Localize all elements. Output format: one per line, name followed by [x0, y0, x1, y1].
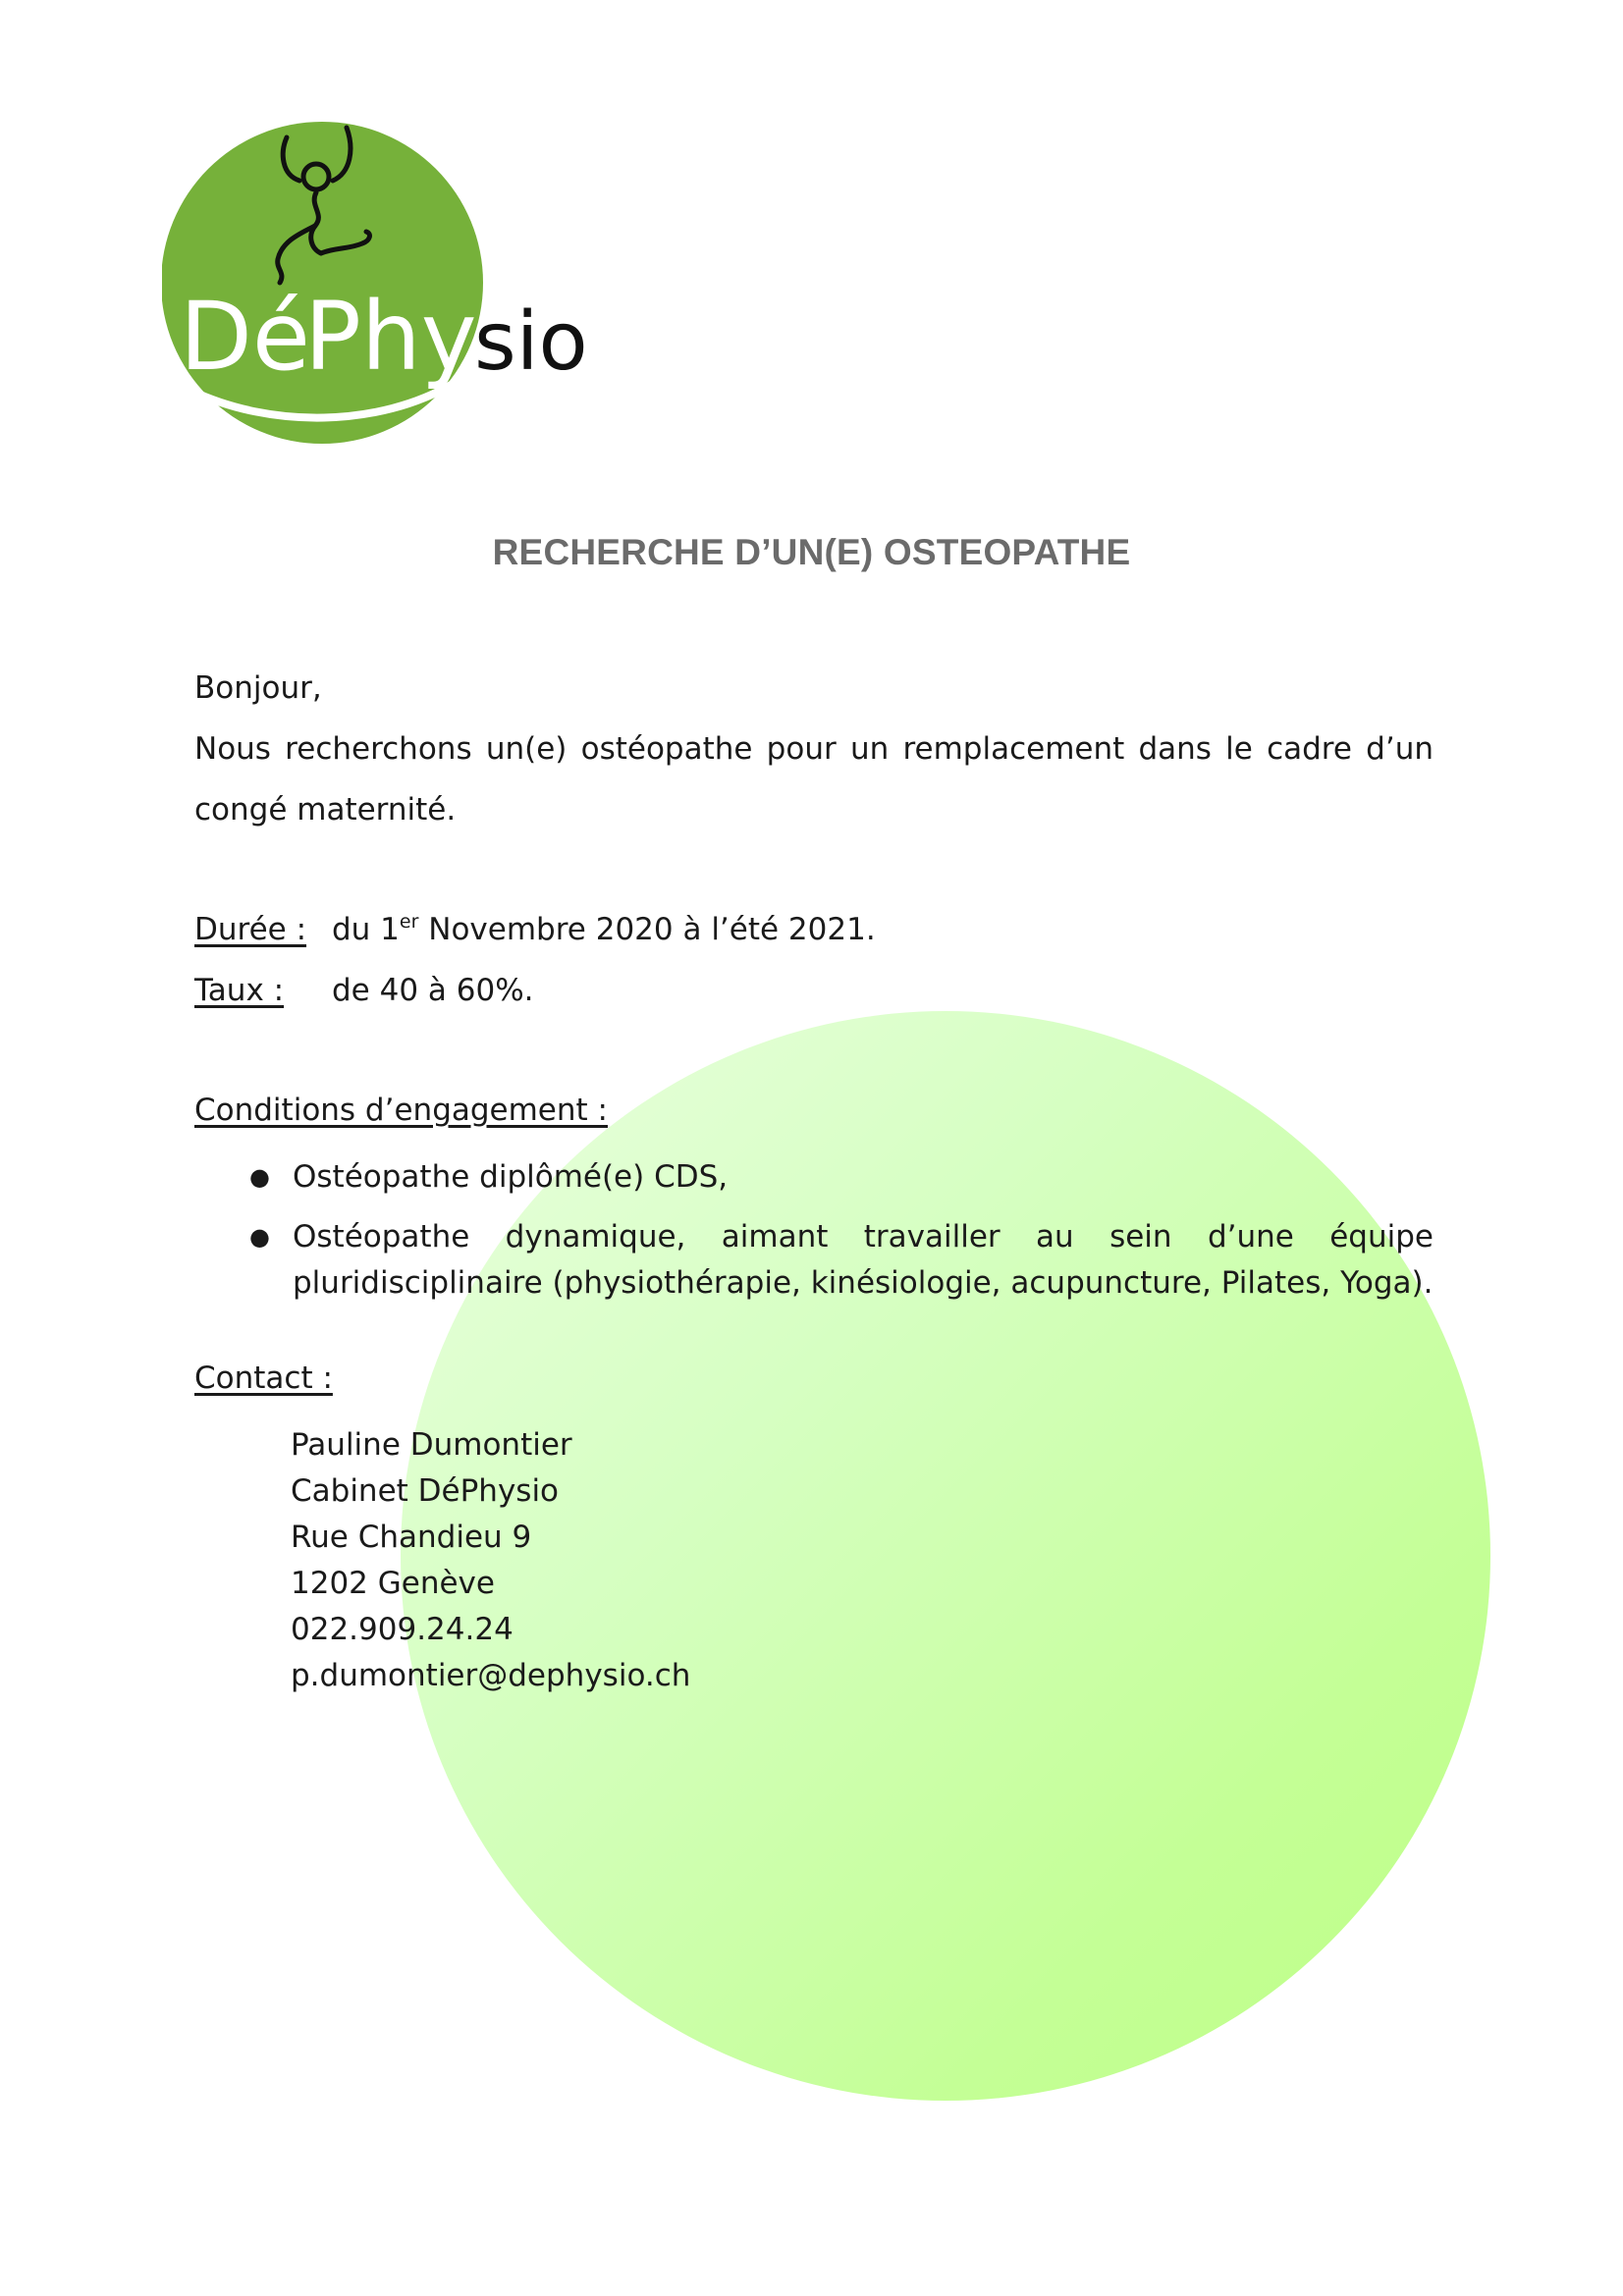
- contact-phone: 022.909.24.24: [291, 1612, 514, 1647]
- taux-row: [194, 960, 1434, 1021]
- contact-street: Rue Chandieu 9: [291, 1520, 532, 1555]
- conditions-heading: Conditions d’engagement :: [194, 1093, 608, 1128]
- bullet-icon: ●: [249, 1223, 270, 1251]
- duree-row: [194, 899, 1434, 960]
- contact-company: Cabinet DéPhysio: [291, 1473, 560, 1509]
- intro-paragraph: Nous recherchons un(e) ostéopathe pour un remplacement dans le cadre d’un congé maternité.: [194, 731, 1434, 828]
- list-item: ● Ostéopathe diplômé(e) CDS,: [194, 1154, 1434, 1201]
- bullet-icon: ●: [249, 1163, 270, 1191]
- greeting: Bonjour,: [194, 670, 322, 706]
- logo-text-sio: sio: [474, 295, 588, 389]
- logo-text-phy: Phy: [304, 282, 477, 392]
- conditions-list: [194, 1154, 1434, 1307]
- contact-name: Pauline Dumontier: [291, 1427, 572, 1463]
- contact-city: 1202 Genève: [291, 1566, 495, 1601]
- letter-body: [194, 658, 1434, 1699]
- contact-email: p.dumontier@dephysio.ch: [291, 1658, 691, 1693]
- contact-details: [194, 1422, 1434, 1699]
- taux-label: Taux :: [194, 973, 285, 1008]
- duree-value: du 1er Novembre 2020 à l’été 2021.: [332, 911, 876, 947]
- duree-label: Durée :: [194, 912, 307, 947]
- list-item: ● Ostéopathe dynamique, aimant travailler au sein d’une équipe pluridisciplinaire (physiothérapie, kinésiologie, acupuncture, Pilates, Yoga).: [194, 1214, 1434, 1307]
- contact-heading: Contact :: [194, 1361, 333, 1396]
- page-title: RECHERCHE D’UN(E) OSTEOPATHE: [492, 532, 1131, 572]
- dephysio-logo: [162, 116, 604, 450]
- taux-value: de 40 à 60%.: [332, 973, 534, 1008]
- logo-text-de: Dé: [180, 282, 310, 392]
